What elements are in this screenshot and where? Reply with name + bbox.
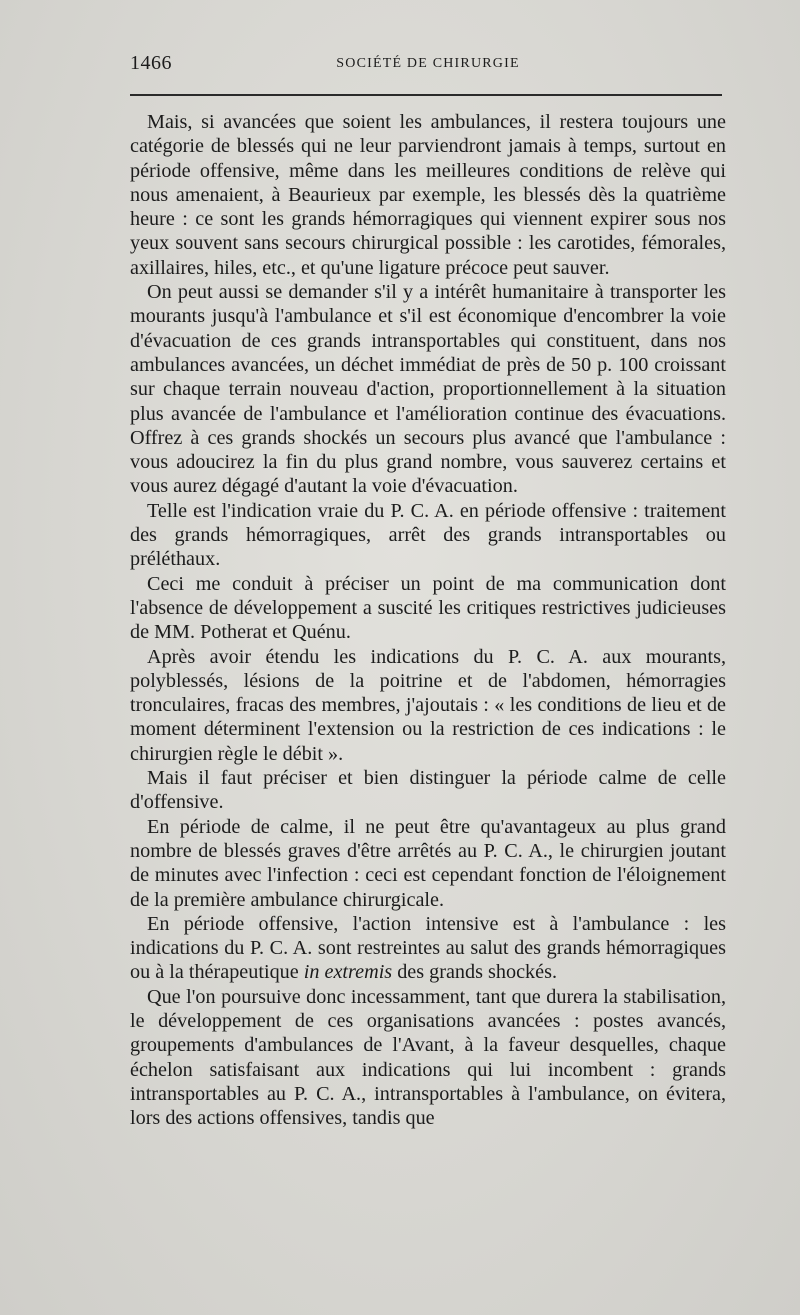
paragraph: Après avoir étendu les indications du P. C. A. aux mourants, polyblessés, lésions de la poitrine et de l'abdomen, hémorragies tronculaires, fracas des membres, j'ajoutais : « les conditions de lieu et de moment déterminent l'extension ou la restriction de ces indications : le chirurgien règle le débit ».	[130, 645, 726, 765]
body-text	[130, 110, 726, 1130]
italic-term: in extremis	[303, 961, 393, 984]
running-title: SOCIÉTÉ DE CHIRURGIE	[336, 56, 520, 71]
paragraph-with-italic	[130, 912, 726, 985]
paragraph: Ceci me conduit à préciser un point de ma communication dont l'absence de développement a suscité les critiques restrictives judicieuses de MM. Potherat et Quénu.	[130, 572, 726, 644]
header-rule	[130, 94, 722, 96]
paragraph: Que l'on poursuive donc incessamment, tant que durera la stabilisation, le développement de ces organisations avancées : postes avancés, groupements d'ambulances de l'Avant, à la faveur desquelles, chaque échelon satisfaisant aux indications qui lui incombent : grands intransportables au P. C. A., intransportables à l'ambulance, on évitera, lors des actions offensives, tandis que	[130, 985, 726, 1130]
paragraph: On peut aussi se demander s'il y a intérêt humanitaire à transporter les mourants jusqu'à l'ambulance et s'il est économique d'encombrer la voie d'évacuation de ces grands intransportables qui constituent, dans nos ambulances avancées, un déchet immédiat de près de 50 p. 100 croissant sur chaque terrain nouveau d'action, proportionnellement à la situation plus avancée de l'ambulance et l'amélioration continue des évacuations. Offrez à ces grands shockés un secours plus avancé que l'ambulance : vous adoucirez la fin du plus grand nombre, vous sauverez certains et vous aurez dégagé d'autant la voie d'évacuation.	[130, 281, 726, 498]
paragraph: Telle est l'indication vraie du P. C. A. en période offensive : traitement des grands hémorragiques, arrêt des grands intransportables ou préléthaux.	[130, 499, 726, 571]
paragraph: Mais il faut préciser et bien distinguer la période calme de celle d'offensive.	[130, 767, 726, 814]
text-segment: En période offensive, l'action intensive est à l'ambulance : les indications du P. C. A. sont restreintes au salut des grands hémorragiques ou à la thérapeutique	[130, 912, 726, 984]
page-number: 1466	[130, 52, 172, 74]
page-header	[130, 52, 726, 82]
text-segment: des grands shockés.	[392, 961, 557, 984]
paragraph: En période de calme, il ne peut être qu'avantageux au plus grand nombre de blessés graves d'être arrêtés au P. C. A., le chirurgien joutant de minutes avec l'infection : ceci est cependant fonction de l'éloignement de la première ambulance chirurgicale.	[130, 815, 726, 911]
paragraph: Mais, si avancées que soient les ambulances, il restera toujours une catégorie de blessés qui ne leur parviendront jamais à temps, surtout en période offensive, même dans les meilleures conditions de relève qui nous amenaient, à Beaurieux par exemple, les blessés dès la quatrième heure : ce sont les grands hémorragiques qui viennent expirer sous nos yeux souvent sans secours chirurgical possible : les carotides, fémorales, axillaires, hiles, etc., et qu'une ligature précoce peut sauver.	[130, 111, 726, 279]
